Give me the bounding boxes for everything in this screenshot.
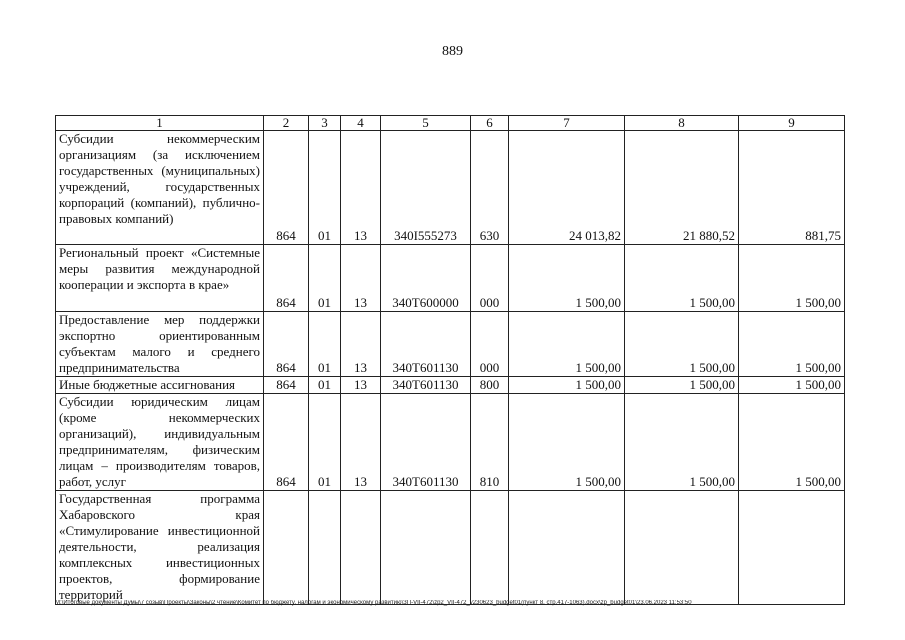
page-number: 889	[442, 44, 463, 59]
cell-target-article: 340T601130	[381, 394, 471, 491]
cell-section	[309, 491, 341, 605]
cell-amount-8: 1 500,00	[625, 245, 739, 312]
cell-subsection: 13	[341, 312, 381, 377]
cell-ministry	[264, 491, 309, 605]
header-cell: 1	[56, 116, 264, 131]
header-cell: 6	[471, 116, 509, 131]
header-cell: 2	[264, 116, 309, 131]
cell-amount-8: 21 880,52	[625, 131, 739, 245]
cell-subsection: 13	[341, 245, 381, 312]
cell-amount-7: 24 013,82	[509, 131, 625, 245]
cell-target-article: 340I555273	[381, 131, 471, 245]
cell-subsection: 13	[341, 394, 381, 491]
cell-amount-8: 1 500,00	[625, 312, 739, 377]
table-row	[56, 245, 845, 312]
cell-amount-9: 1 500,00	[739, 245, 845, 312]
table-row	[56, 131, 845, 245]
header-cell: 9	[739, 116, 845, 131]
cell-amount-9: 881,75	[739, 131, 845, 245]
cell-amount-8: 1 500,00	[625, 377, 739, 394]
cell-subsection: 13	[341, 377, 381, 394]
budget-table	[55, 115, 845, 605]
document-path-footer: M:\Итоговые документы Думы\7 созыв\Проекты\Законы\2 чтение\Комитет по бюджету, налогам и экономическому развитию\ЗП-VII-472\zp2_VII-472_v230623_budget01(пункт 8, стр.417-1063).docx\zp_budget01\23.06.2023 11:53:50	[55, 600, 692, 606]
cell-expense-type: 630	[471, 131, 509, 245]
cell-ministry: 864	[264, 131, 309, 245]
header-cell: 7	[509, 116, 625, 131]
cell-amount-9: 1 500,00	[739, 377, 845, 394]
cell-target-article	[381, 491, 471, 605]
cell-target-article: 340T601130	[381, 312, 471, 377]
table-header-row	[56, 116, 845, 131]
row-name: Предоставление мер поддержки экспортно ориентированным субъектам малого и среднего предпринимательства	[56, 312, 264, 377]
row-name: Региональный проект «Системные меры развития международной кооперации и экспорта в крае»	[56, 245, 264, 312]
cell-ministry: 864	[264, 312, 309, 377]
cell-section: 01	[309, 131, 341, 245]
cell-expense-type: 000	[471, 312, 509, 377]
cell-amount-7	[509, 491, 625, 605]
cell-amount-8	[625, 491, 739, 605]
row-name: Иные бюджетные ассигнования	[56, 377, 264, 394]
cell-target-article: 340T600000	[381, 245, 471, 312]
table-row	[56, 394, 845, 491]
cell-section: 01	[309, 394, 341, 491]
cell-expense-type: 810	[471, 394, 509, 491]
cell-amount-7: 1 500,00	[509, 245, 625, 312]
cell-expense-type	[471, 491, 509, 605]
row-name: Государственная программа Хабаровского края «Стимулирование инвестиционной деятельности, реализация комплексных инвестиционных проектов, формирование территорий	[56, 491, 264, 605]
cell-amount-7: 1 500,00	[509, 377, 625, 394]
cell-section: 01	[309, 245, 341, 312]
cell-amount-7: 1 500,00	[509, 394, 625, 491]
cell-amount-8: 1 500,00	[625, 394, 739, 491]
table-row	[56, 377, 845, 394]
row-name: Субсидии некоммерческим организациям (за исключением государственных (муниципальных) учреждений, государственных корпораций (компаний), публично-правовых компаний)	[56, 131, 264, 245]
header-cell: 5	[381, 116, 471, 131]
cell-section: 01	[309, 377, 341, 394]
cell-amount-9	[739, 491, 845, 605]
cell-expense-type: 000	[471, 245, 509, 312]
cell-amount-7: 1 500,00	[509, 312, 625, 377]
cell-subsection: 13	[341, 131, 381, 245]
row-name: Субсидии юридическим лицам (кроме некоммерческих организаций), индивидуальным предпринимателям, физическим лицам – производителям товаров, работ, услуг	[56, 394, 264, 491]
cell-ministry: 864	[264, 245, 309, 312]
cell-target-article: 340T601130	[381, 377, 471, 394]
cell-subsection	[341, 491, 381, 605]
cell-expense-type: 800	[471, 377, 509, 394]
cell-section: 01	[309, 312, 341, 377]
cell-ministry: 864	[264, 377, 309, 394]
header-cell: 3	[309, 116, 341, 131]
header-cell: 4	[341, 116, 381, 131]
table-row	[56, 312, 845, 377]
cell-amount-9: 1 500,00	[739, 312, 845, 377]
header-cell: 8	[625, 116, 739, 131]
cell-amount-9: 1 500,00	[739, 394, 845, 491]
cell-ministry: 864	[264, 394, 309, 491]
table-row	[56, 491, 845, 605]
